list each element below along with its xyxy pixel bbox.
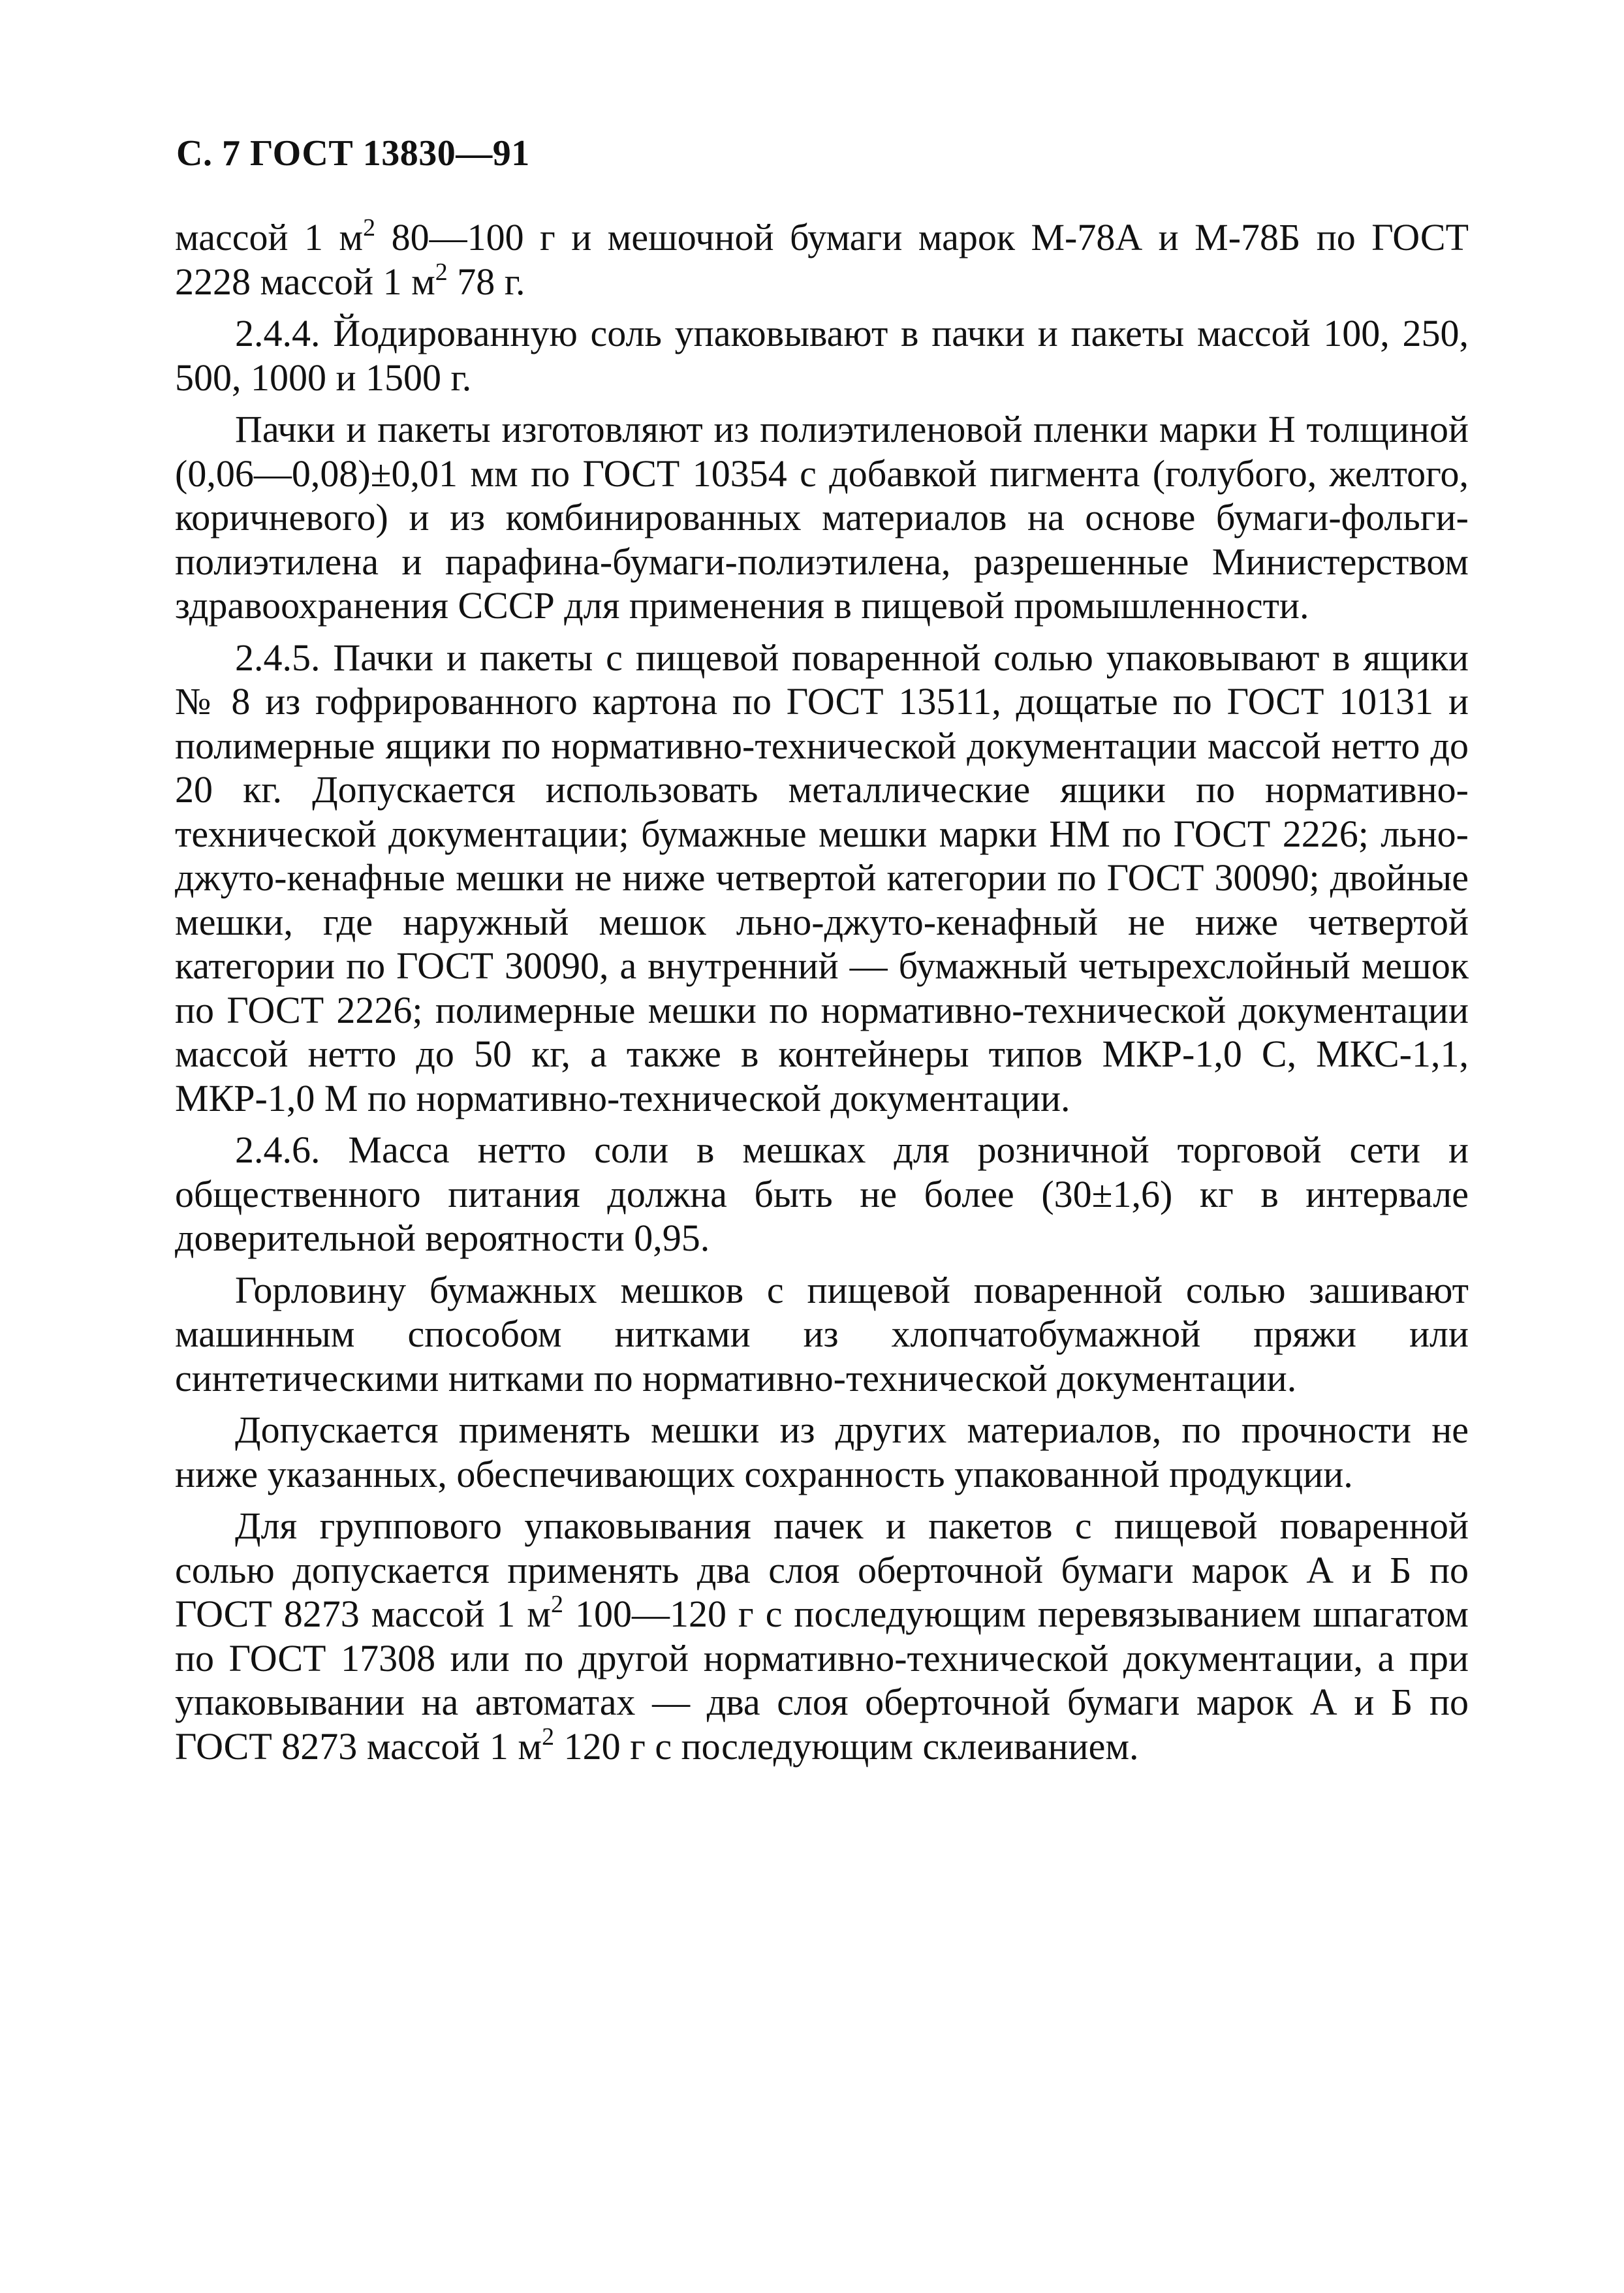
paragraph-2-4-5: 2.4.5. Пачки и пакеты с пищевой поваренной солью упаковывают в ящики № 8 из гофрированного картона по ГОСТ 13511, дощатые по ГОСТ 10131 и полимерные ящики по нормативно-технической документации массой нетто до 20 кг. Допускается использовать металлические ящики по нормативно-технической документации; бумажные мешки марки НМ по ГОСТ 2226; льно-джуто-кенафные мешки не ниже четвертой категории по ГОСТ 30090; двойные мешки, где наружный мешок льно-джуто-кенафный не ниже четвертой категории по ГОСТ 30090, а внутренний — бумажный четырехслойный мешок по ГОСТ 2226; полимерные мешки по нормативно-технической документации массой нетто до 50 кг, а также в контейнеры типов МКР-1,0 С, МКС-1,1, МКР-1,0 М по нормативно-технической документации. (175, 636, 1469, 1119)
document-body (175, 215, 1469, 1776)
paragraph-bag-sewing: Горловину бумажных мешков с пищевой поваренной солью зашивают машинным способом нитками из хлопчатобумажной пряжи или синтетическими нитками по нормативно-технической документации. (175, 1268, 1469, 1399)
superscript: 2 (363, 214, 376, 242)
running-header: С. 7 ГОСТ 13830—91 (176, 133, 530, 174)
paragraph-2-4-4: 2.4.4. Йодированную соль упаковывают в пачки и пакеты массой 100, 250, 500, 1000 и 1500 г. (175, 312, 1469, 399)
superscript: 2 (542, 1723, 555, 1751)
paragraph-packaging-film: Пачки и пакеты изготовляют из полиэтиленовой пленки марки Н толщиной (0,06—0,08)±0,01 мм по ГОСТ 10354 с добавкой пигмента (голубого, желтого, коричневого) и из комбинированных материалов на основе бумаги-фольги-полиэтилена и парафина-бумаги-полиэтилена, разрешенные Министерством здравоохранения СССР для применения в пищевой промышленности. (175, 408, 1469, 627)
paragraph-group-packaging: Для группового упаковывания пачек и пакетов с пищевой поваренной солью допускается применять два слоя оберточной бумаги марок А и Б по ГОСТ 8273 массой 1 $м^2$ 100—120 г с последующим перевязыванием шпагатом по ГОСТ 17308 или по другой нормативно-технической документации, а при упаковывании на автоматах — два слоя оберточной бумаги марок А и Б по ГОСТ 8273 массой 1 $м^2$ 120 г с последующим склеиванием. (175, 1505, 1469, 1768)
paragraph-2-4-6: 2.4.6. Масса нетто соли в мешках для розничной торговой сети и общественного питания должна быть не более (30±1,6) кг в интервале доверительной вероятности 0,95. (175, 1129, 1469, 1259)
paragraph-continuation: массой 1 $м^2$ 80—100 г и мешочной бумаги марок М-78А и М-78Б по ГОСТ 2228 массой 1 $м^2$ 78 г. (175, 214, 1469, 303)
paragraph-other-materials: Допускается применять мешки из других материалов, по прочности не ниже указанных, обеспечивающих сохранность упакованной продукции. (175, 1409, 1469, 1495)
superscript: 2 (550, 1591, 563, 1618)
superscript: 2 (435, 258, 448, 286)
